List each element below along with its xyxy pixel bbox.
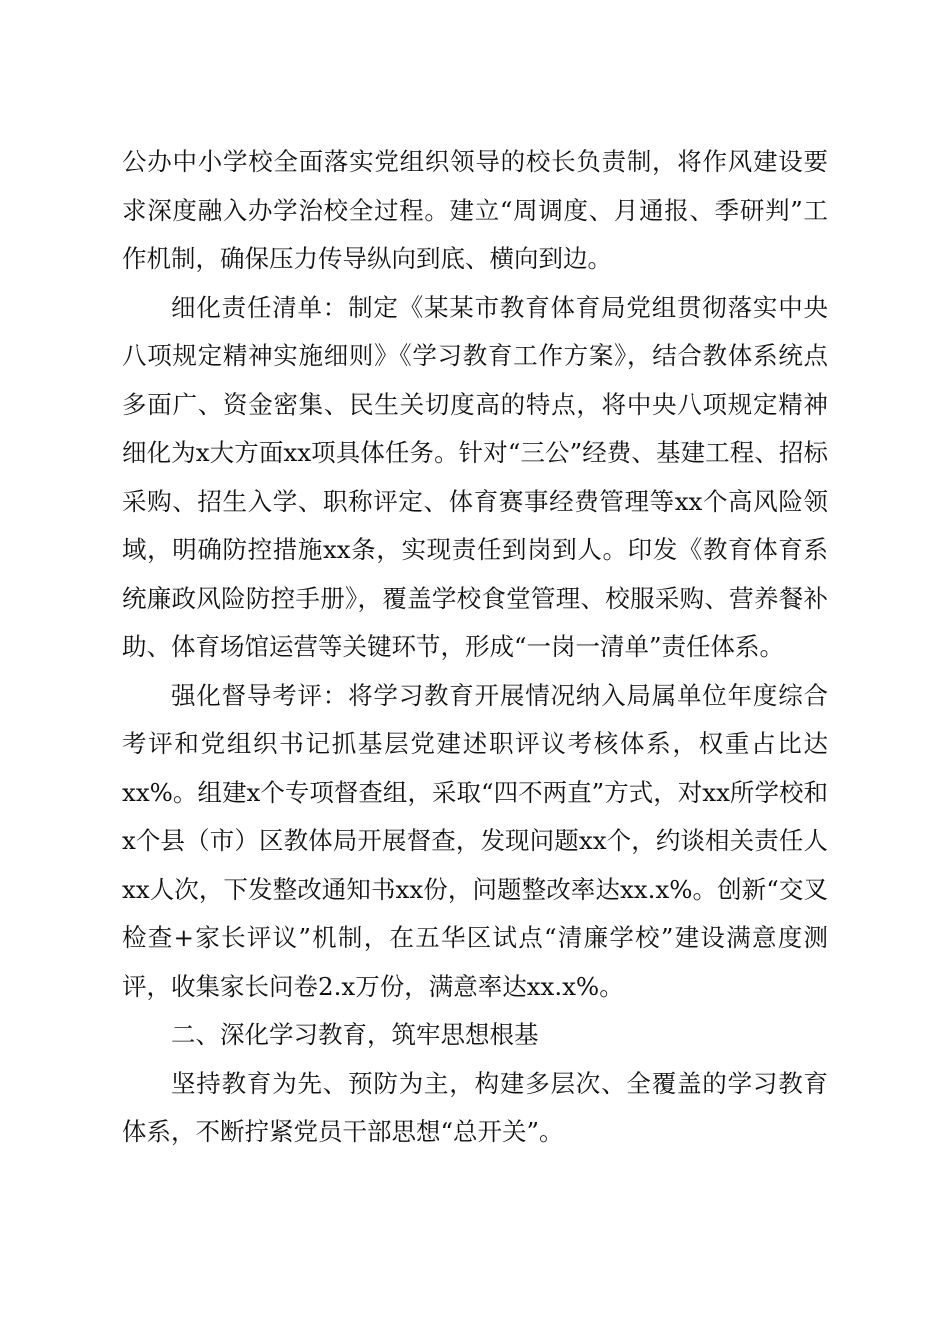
paragraph-supervision [122,672,828,1012]
paragraph-text: 坚持教育为先、预防为主，构建多层次、全覆盖的学习教育体系，不断拧紧党员干部思想“总开关”。 [122,1068,828,1146]
paragraph-text: 制定《某某市教育体育局党组贯彻落实中央八项规定精神实施细则》《学习教育工作方案》，结合教体系统点多面广、资金密集、民生关切度高的特点，将中央八项规定精神细化为x大方面xx项具体任务。针对“三公”经费、基建工程、招标采购、招生入学、职称评定、体育赛事经费管理等xx个高风险领域，明确防控措施xx条，实现责任到岗到人。印发《教育体育系统廉政风险防控手册》，覆盖学校食堂管理、校服采购、营养餐补助、体育场馆运营等关键环节，形成“一岗一清单”责任体系。 [122,292,829,661]
paragraph-label: 强化督导考评： [171,680,349,710]
document-body [122,138,828,1157]
paragraph-closing [122,1060,828,1157]
paragraph-text: 公办中小学校全面落实党组织领导的校长负责制，将作风建设要求深度融入办学治校全过程。建立“周调度、月通报、季研判”工作机制，确保压力传导纵向到底、横向到边。 [122,147,828,273]
paragraph-text: 将学习教育开展情况纳入局属单位年度综合考评和党组织书记抓基层党建述职评议考核体系，权重占比达xx%。组建x个专项督查组，采取“四不两直”方式，对xx所学校和x个县（市）区教体局开展督查，发现问题xx个，约谈相关责任人xx人次，下发整改通知书xx份，问题整改率达xx.x%。创新“交叉检查+家长评议”机制，在五华区试点“清廉学校”建设满意度测评，收集家长问卷2.x万份，满意率达xx.x%。 [122,680,829,1001]
paragraph-label: 细化责任清单： [171,292,349,322]
paragraph-responsibility-list [122,284,828,672]
paragraph-continuation [122,138,828,284]
section-heading: 二、深化学习教育，筑牢思想根基 [171,1020,539,1049]
